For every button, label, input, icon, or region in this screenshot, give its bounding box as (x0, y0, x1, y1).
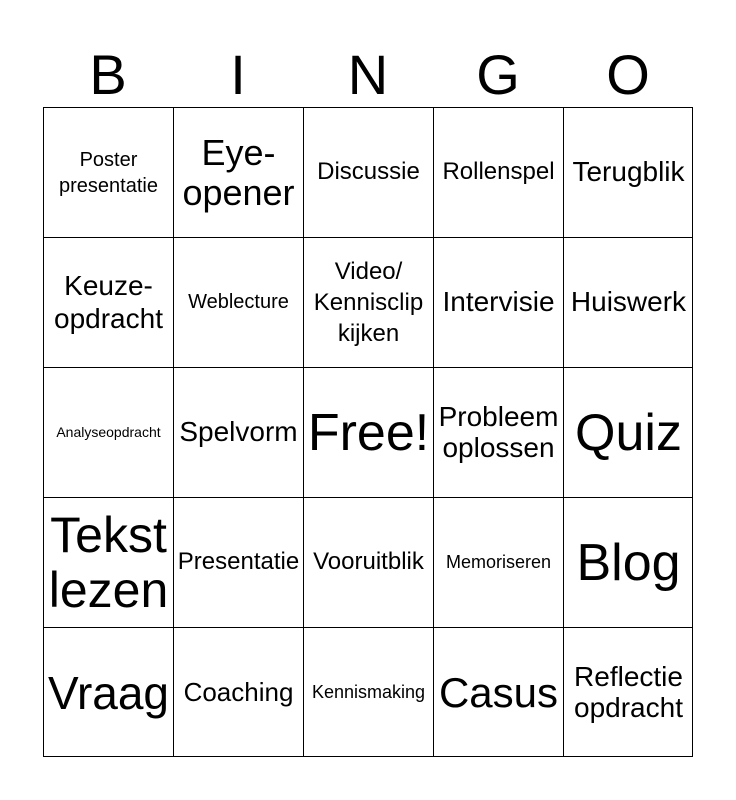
cell-label: Vraag (47, 666, 170, 719)
bingo-grid (43, 107, 693, 757)
bingo-cell-reflectie-opdracht[interactable] (563, 627, 693, 757)
cell-label: Reflectie opdracht (574, 660, 683, 723)
bingo-cell-free[interactable] (303, 367, 433, 497)
bingo-cell-intervisie[interactable] (433, 237, 563, 367)
bingo-header (43, 44, 693, 106)
bingo-cell-presentatie[interactable] (173, 497, 303, 627)
cell-label: Quiz (575, 403, 682, 462)
cell-label: Tekst lezen (48, 506, 169, 618)
bingo-cell-probleem-oplossen[interactable] (433, 367, 563, 497)
bingo-cell-eye-opener[interactable] (173, 107, 303, 237)
bingo-cell-kennismaking[interactable] (303, 627, 433, 757)
cell-label: Poster presentatie (59, 148, 158, 197)
bingo-cell-casus[interactable] (433, 627, 563, 757)
bingo-cell-video-kennisclip-kijken[interactable] (303, 237, 433, 367)
bingo-cell-rollenspel[interactable] (433, 107, 563, 237)
cell-label: Weblecture (188, 290, 289, 313)
cell-label: Memoriseren (445, 551, 552, 572)
header-letter-b: B (89, 43, 127, 106)
cell-label: Eye- opener (182, 131, 295, 213)
bingo-cell-vraag[interactable] (43, 627, 173, 757)
bingo-cell-discussie[interactable] (303, 107, 433, 237)
cell-label: Analyseopdracht (56, 424, 161, 441)
cell-label: Spelvorm (179, 416, 298, 448)
cell-label: Kennismaking (311, 681, 426, 702)
bingo-cell-terugblik[interactable] (563, 107, 693, 237)
cell-label: Probleem oplossen (438, 400, 559, 463)
cell-label: Vooruitblik (313, 548, 424, 576)
bingo-cell-analyseopdracht[interactable] (43, 367, 173, 497)
bingo-cell-quiz[interactable] (563, 367, 693, 497)
bingo-cell-blog[interactable] (563, 497, 693, 627)
cell-label: Coaching (183, 677, 294, 708)
bingo-cell-keuze-opdracht[interactable] (43, 237, 173, 367)
cell-label: Terugblik (572, 156, 685, 188)
cell-label: Rollenspel (442, 158, 555, 186)
cell-label: Discussie (317, 158, 420, 186)
header-letter-n: N (347, 43, 389, 106)
cell-label: Keuze- opdracht (54, 269, 163, 334)
bingo-cell-memoriseren[interactable] (433, 497, 563, 627)
bingo-cell-coaching[interactable] (173, 627, 303, 757)
bingo-cell-spelvorm[interactable] (173, 367, 303, 497)
cell-label: Presentatie (177, 548, 300, 576)
bingo-cell-vooruitblik[interactable] (303, 497, 433, 627)
bingo-cell-poster-presentatie[interactable] (43, 107, 173, 237)
cell-label: Blog (576, 533, 681, 592)
cell-label: Intervisie (442, 286, 555, 318)
bingo-cell-huiswerk[interactable] (563, 237, 693, 367)
header-letter-g: G (476, 43, 520, 106)
bingo-cell-weblecture[interactable] (173, 237, 303, 367)
cell-label: Huiswerk (570, 286, 687, 318)
header-letter-i: I (230, 43, 246, 106)
bingo-cell-tekst-lezen[interactable] (43, 497, 173, 627)
header-letter-o: O (606, 43, 650, 106)
cell-label: Video/ Kennisclip kijken (313, 257, 424, 348)
cell-label: Free! (307, 403, 430, 462)
cell-label: Casus (438, 668, 559, 716)
